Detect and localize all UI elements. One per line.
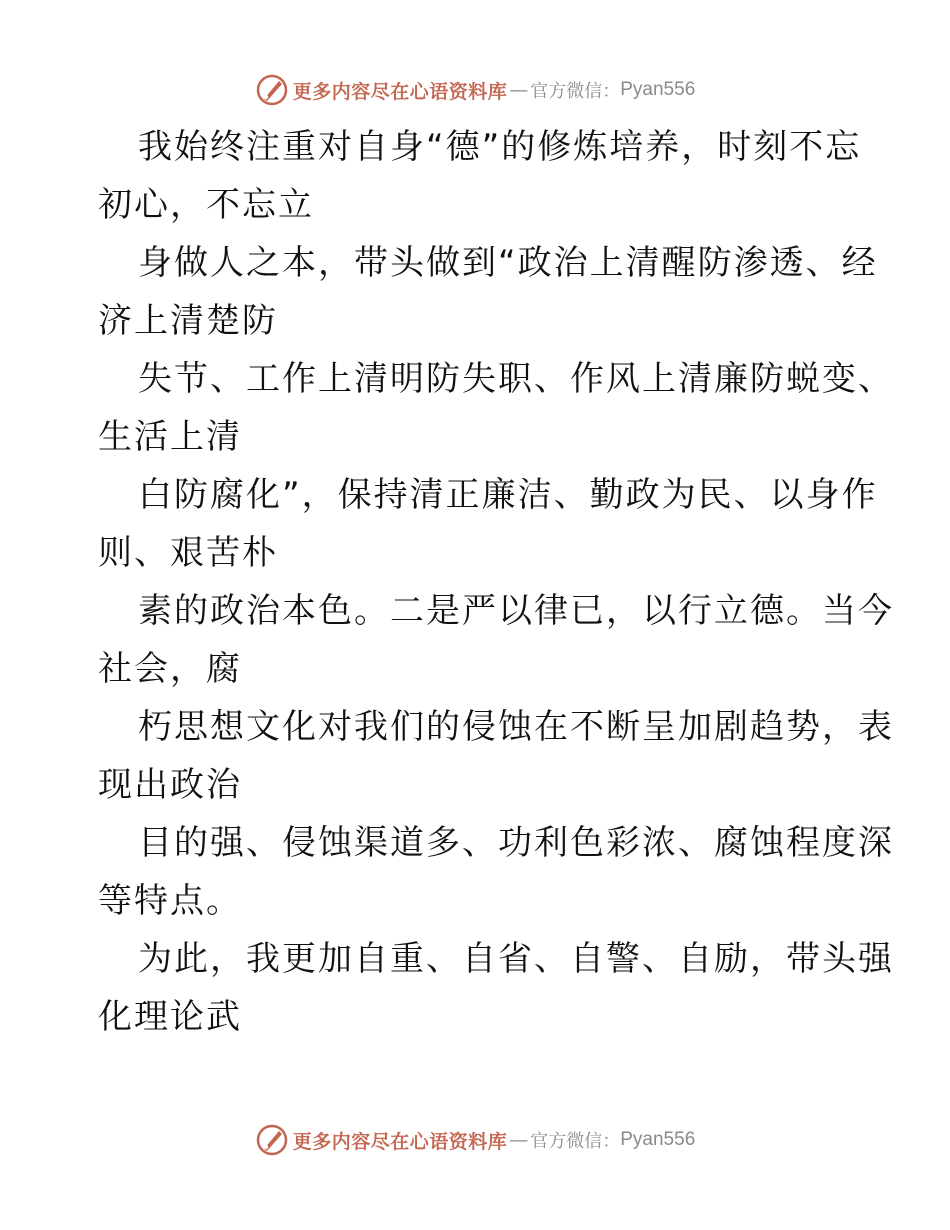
paragraph (0, 234, 950, 350)
paragraph-line: 失节、工作上清明防失职、作风上清廉防蜕变、 (138, 359, 894, 399)
paragraph-line: 等特点。 (98, 881, 242, 921)
paragraph (0, 350, 950, 466)
paragraph (0, 930, 950, 1046)
paragraph (0, 466, 950, 582)
watermark-wechat-id: Pyan556 (620, 1129, 696, 1150)
pen-logo-icon (255, 1123, 289, 1157)
watermark-dash: — (509, 79, 529, 101)
watermark-title: 更多内容尽在心语资料库 (292, 1130, 508, 1153)
watermark-wechat-label: 官方微信： (530, 1131, 621, 1152)
paragraph-line: 目的强、侵蚀渠道多、功利色彩浓、腐蚀程度深 (138, 823, 894, 863)
footer-watermark (0, 1120, 950, 1160)
paragraph (0, 814, 950, 930)
watermark-wechat-id: Pyan556 (620, 79, 696, 100)
body-text (0, 118, 950, 1046)
watermark-wechat-label: 官方微信： (530, 81, 621, 102)
paragraph-line: 为此，我更加自重、自省、自警、自励，带头强 (138, 939, 894, 979)
header-watermark (0, 70, 950, 110)
paragraph (0, 582, 950, 698)
paragraph-line: 化理论武 (98, 997, 242, 1037)
paragraph-line: 生活上清 (98, 417, 242, 457)
paragraph-line: 现出政治 (98, 765, 242, 805)
paragraph-line: 初心，不忘立 (98, 185, 314, 225)
paragraph-line: 则、艰苦朴 (98, 533, 278, 573)
paragraph-line: 白防腐化”，保持清正廉洁、勤政为民、以身作 (138, 475, 878, 515)
watermark-dash: — (509, 1129, 529, 1151)
watermark-title: 更多内容尽在心语资料库 (292, 80, 508, 103)
paragraph-line: 身做人之本，带头做到“政治上清醒防渗透、经 (138, 243, 878, 283)
paragraph-line: 素的政治本色。二是严以律已，以行立德。当今 (138, 591, 894, 631)
paragraph-line: 济上清楚防 (98, 301, 278, 341)
pen-logo-icon (255, 73, 289, 107)
paragraph (0, 698, 950, 814)
paragraph-line: 社会，腐 (98, 649, 242, 689)
paragraph-line: 朽思想文化对我们的侵蚀在不断呈加剧趋势，表 (138, 707, 894, 747)
paragraph-line: 我始终注重对自身“德”的修炼培养，时刻不忘 (138, 127, 862, 167)
paragraph (0, 118, 950, 234)
